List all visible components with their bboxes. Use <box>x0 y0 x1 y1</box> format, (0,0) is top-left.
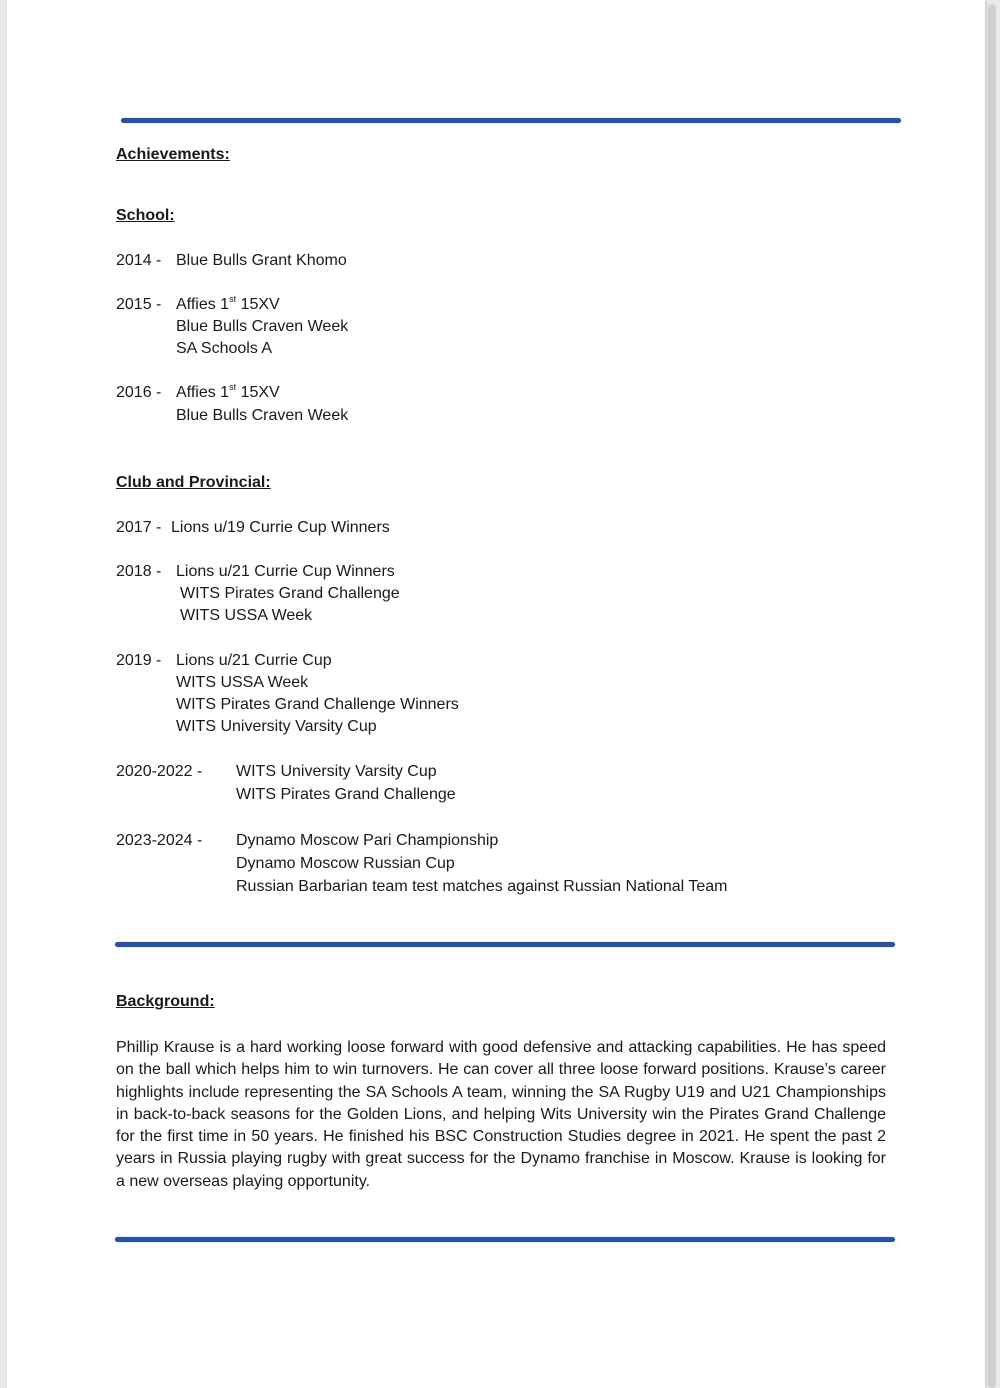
vertical-scrollbar[interactable] <box>988 4 996 1388</box>
school-item: Affies 1st 15XV <box>176 293 280 313</box>
school-item: Affies 1st 15XV <box>176 381 280 401</box>
club-item: WITS Pirates Grand Challenge <box>180 585 400 602</box>
background-paragraph: Phillip Krause is a hard working loose forward with good defensive and attacking capabilities. He has speed on the ball which helps him to win turnovers. He can cover all three loose forward positions. Krause’s career highlights include representing the SA Schools A team, winning the SA Rugby U19 and U21 Championships in back-to-back seasons for the Golden Lions, and helping Wits University win the Pirates Grand Challenge for the first time in 50 years. He finished his BSC Construction Studies degree in 2021. He spent the past 2 years in Russia playing rugby with great success for the Dynamo franchise in Moscow. Krause is looking for a new overseas playing opportunity. <box>116 1039 886 1190</box>
club-year-2017: 2017 - <box>116 519 162 536</box>
school-heading: School: <box>116 207 175 224</box>
club-year-2020-2022: 2020-2022 - <box>116 763 203 780</box>
divider-middle <box>115 942 895 947</box>
school-year-2015: 2015 - <box>116 296 162 313</box>
background-heading: Background: <box>116 993 215 1010</box>
school-item: Blue Bulls Craven Week <box>176 407 349 424</box>
club-item: Lions u/21 Currie Cup <box>176 652 332 669</box>
school-year-2016: 2016 - <box>116 384 162 401</box>
club-item: WITS Pirates Grand Challenge <box>236 786 456 803</box>
club-item: WITS USSA Week <box>180 607 313 624</box>
club-year-2018: 2018 - <box>116 563 162 580</box>
club-heading: Club and Provincial: <box>116 474 271 491</box>
document-page <box>7 0 985 1388</box>
club-year-2019: 2019 - <box>116 652 162 669</box>
divider-top <box>121 118 901 123</box>
club-item: Dynamo Moscow Russian Cup <box>236 855 455 872</box>
club-item: Lions u/19 Currie Cup Winners <box>171 519 390 536</box>
school-year-2014: 2014 - <box>116 252 162 269</box>
school-item: Blue Bulls Craven Week <box>176 318 349 335</box>
club-year-2023-2024: 2023-2024 - <box>116 832 203 849</box>
club-item: Dynamo Moscow Pari Championship <box>236 832 499 849</box>
achievements-heading: Achievements: <box>116 146 230 163</box>
club-item: WITS University Varsity Cup <box>236 763 437 780</box>
club-item: Lions u/21 Currie Cup Winners <box>176 563 395 580</box>
club-item: WITS University Varsity Cup <box>176 718 377 735</box>
school-item: SA Schools A <box>176 340 273 357</box>
club-item: Russian Barbarian team test matches against Russian National Team <box>236 878 728 895</box>
divider-bottom <box>115 1237 895 1242</box>
school-item: Blue Bulls Grant Khomo <box>176 252 347 269</box>
club-item: WITS Pirates Grand Challenge Winners <box>176 696 459 713</box>
club-item: WITS USSA Week <box>176 674 309 691</box>
